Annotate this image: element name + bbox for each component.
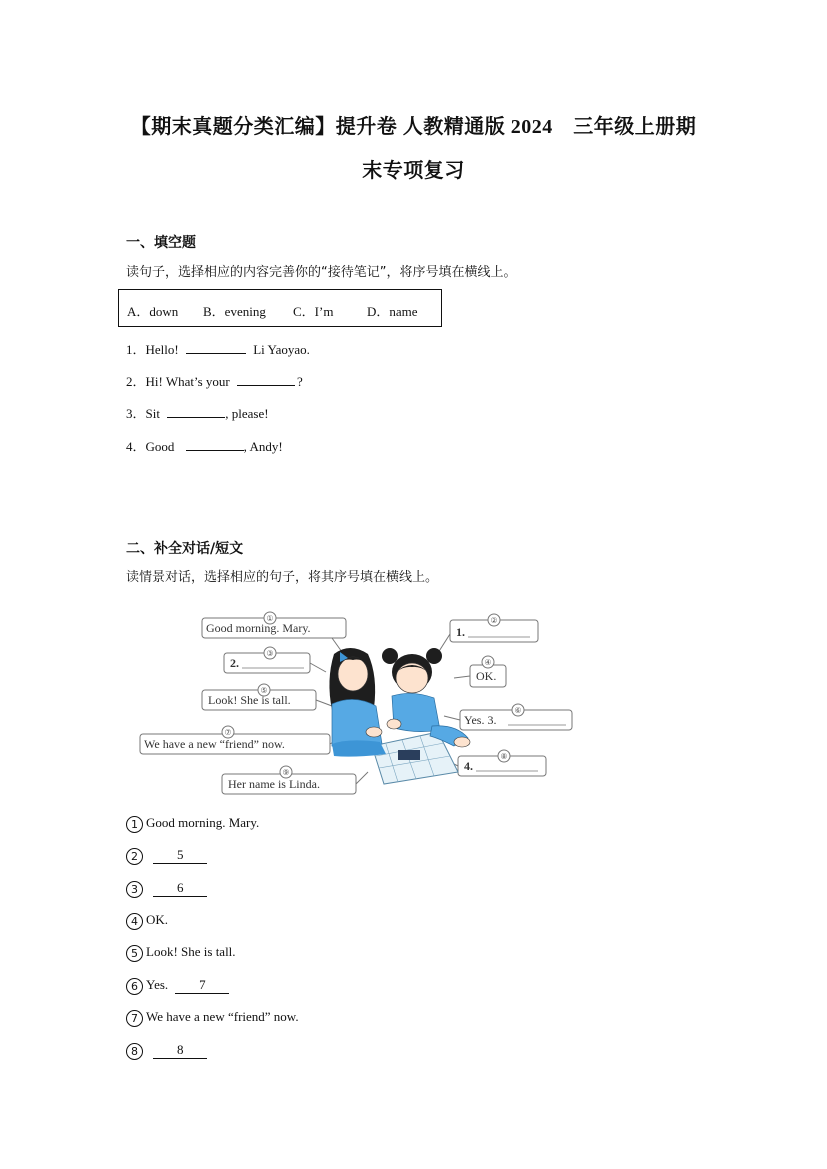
bubble-mark-4: ④ xyxy=(484,658,492,667)
section2-heading: 二、补全对话/短文 xyxy=(126,541,244,557)
question-2 xyxy=(126,371,303,390)
dialogue-line-2 xyxy=(126,847,207,865)
answer-blank[interactable]: 5 xyxy=(153,847,207,864)
option-c: C．I’m xyxy=(293,304,334,319)
line-text: We have a new “friend” now. xyxy=(146,1009,299,1024)
question-text-before: Hello! xyxy=(145,342,179,357)
question-text-after: Li Yaoyao. xyxy=(253,342,310,357)
bubble-text-8: 4. xyxy=(464,759,473,773)
bubble-mark-9: ⑨ xyxy=(282,768,290,777)
answer-blank[interactable] xyxy=(186,437,244,451)
section2-instruction: 读情景对话，选择相应的句子，将其序号填在横线上。 xyxy=(126,570,439,585)
bubble-mark-3: ③ xyxy=(266,649,274,658)
question-number: 2． xyxy=(126,374,146,389)
bubble-mark-8: ⑧ xyxy=(500,752,508,761)
page-title-line1: 【期末真题分类汇编】提升卷 人教精通版 2024 三年级上册期 xyxy=(130,116,697,138)
question-text-after: ? xyxy=(297,374,303,389)
dialogue-line-4 xyxy=(126,912,168,930)
bubble-mark-5: ⑤ xyxy=(260,686,268,695)
question-4 xyxy=(126,436,283,455)
option-a: A．down xyxy=(127,304,179,319)
line-mark-7: 7 xyxy=(126,1010,143,1027)
bubble-mark-7: ⑦ xyxy=(224,728,232,737)
options-box xyxy=(118,289,442,327)
line-text: OK. xyxy=(146,912,169,927)
answer-blank[interactable]: 8 xyxy=(153,1042,207,1059)
answer-blank[interactable] xyxy=(167,404,225,418)
bubble-text-1: Good morning. Mary. xyxy=(206,621,311,635)
line-mark-1: 1 xyxy=(126,816,143,833)
line-text: Good morning. Mary. xyxy=(146,815,260,830)
question-text-before: Hi! What’s your xyxy=(145,374,230,389)
question-text-before: Good xyxy=(145,439,175,454)
question-text-after: , Andy! xyxy=(243,439,283,454)
answer-blank[interactable] xyxy=(186,340,246,354)
question-1 xyxy=(126,339,310,358)
dialogue-line-7 xyxy=(126,1009,299,1027)
line-mark-6: 6 xyxy=(126,978,143,995)
dialogue-line-3 xyxy=(126,880,207,898)
bubble-text-3: 2. xyxy=(230,656,239,670)
dialogue-line-1 xyxy=(126,815,259,833)
bubble-text-9: Her name is Linda. xyxy=(228,777,320,791)
bubble-text-5: Look! She is tall. xyxy=(208,693,291,707)
question-3 xyxy=(126,403,269,422)
line-mark-8: 8 xyxy=(126,1043,143,1060)
question-number: 4． xyxy=(126,439,146,454)
option-d: D．name xyxy=(367,304,418,319)
dialogue-line-8 xyxy=(126,1042,207,1060)
answer-blank[interactable]: 6 xyxy=(153,880,207,897)
dialogue-illustration xyxy=(136,606,576,802)
line-text: Look! She is tall. xyxy=(146,944,236,959)
dialogue-line-5 xyxy=(126,944,236,962)
bubble-text-6: Yes. 3. xyxy=(464,713,497,727)
line-mark-2: 2 xyxy=(126,848,143,865)
bubble-text-4: OK. xyxy=(476,669,497,683)
bubble-mark-6: ⑥ xyxy=(514,706,522,715)
line-mark-4: 4 xyxy=(126,913,143,930)
line-mark-5: 5 xyxy=(126,945,143,962)
question-text-before: Sit xyxy=(145,406,160,421)
section1-instruction: 读句子，选择相应的内容完善你的“接待笔记”，将序号填在横线上。 xyxy=(126,265,517,280)
section1-heading: 一、填空题 xyxy=(126,235,196,251)
option-b: B．evening xyxy=(203,304,266,319)
line-mark-3: 3 xyxy=(126,881,143,898)
answer-blank[interactable] xyxy=(237,372,295,386)
bubble-text-7: We have a new “friend” now. xyxy=(144,737,285,751)
question-number: 3． xyxy=(126,406,146,421)
question-number: 1． xyxy=(126,342,146,357)
answer-blank[interactable]: 7 xyxy=(175,977,229,994)
bubble-mark-1: ① xyxy=(266,614,274,623)
girls-illustration xyxy=(329,648,470,784)
bubble-mark-2: ② xyxy=(490,616,498,625)
page-title-line2: 末专项复习 xyxy=(362,160,465,182)
bubble-text-2: 1. xyxy=(456,625,465,639)
question-text-after: , please! xyxy=(225,406,269,421)
dialogue-line-6 xyxy=(126,977,229,995)
line-prefix: Yes. xyxy=(146,977,169,992)
